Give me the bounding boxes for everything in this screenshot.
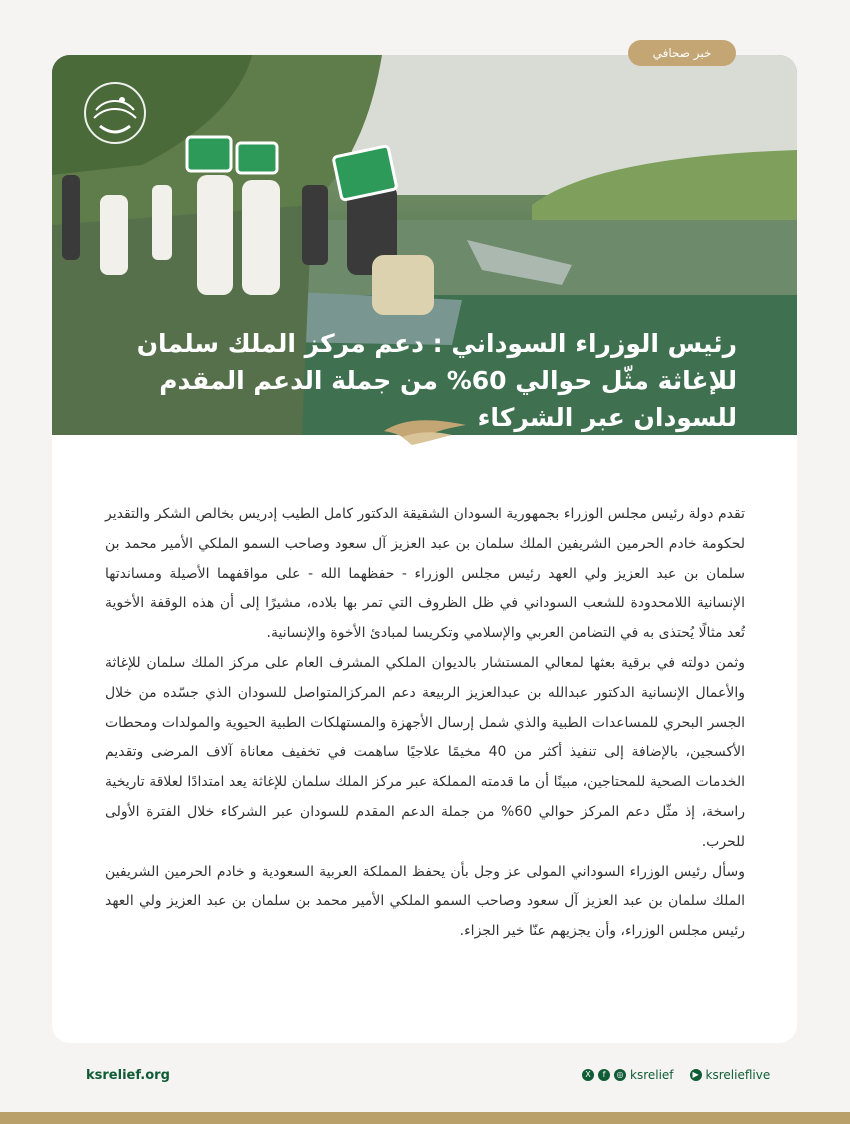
ornament-icon	[382, 415, 468, 447]
ksrelief-logo	[82, 80, 148, 146]
paragraph: وثمن دولته في برقية بعثها لمعالي المستشار بالديوان الملكي المشرف العام على مركز الملك سلمان للإغاثة والأعمال الإنسانية الدكتور عبدالله بن عبدالعزيز الربيعة دعم المركزالمتواصل للسودان الذي جسّده من خلال الجسر البحري للمساعدات الطبية والذي شمل إرسال الأجهزة والمستهلكات الطبية الحيوية والمولدات ومحطات الأكسجين، بالإضافة إلى تنفيذ أكثر من 40 مخيمًا علاجيًا ساهمت في تخفيف معاناة آلاف المرضى وتقديم الخدمات الصحية للمحتاجين، مبينًا أن ما قدمته المملكة عبر مركز الملك سلمان للإغاثة يعد امتدادًا لعلاقة تاريخية راسخة، إذ مثّل دعم المركز حوالي 60% من جملة الدعم المقدم للسودان عبر الشركاء خلال الفترة الأولى للحرب.	[105, 654, 746, 850]
x-icon[interactable]: X	[582, 1069, 594, 1081]
category-badge: خبر صحافي	[628, 40, 736, 66]
paragraph: وسأل رئيس الوزراء السوداني المولى عز وجل بأن يحفظ المملكة العربية السعودية و خادم الحرمين الشريفين الملك سلمان بن عبد العزيز آل سعود وصاحب السمو الملكي الأمير محمد بن سلمان بن عبد العزيز ولي العهد رئيس مجلس الوزراء، وأن يجزيهم عنّا خير الجزاء.	[105, 863, 745, 940]
live-handle[interactable]: ksrelieflive	[705, 1068, 771, 1082]
article-body	[105, 500, 745, 947]
social-handle[interactable]: ksrelief	[630, 1068, 674, 1082]
facebook-icon[interactable]: f	[598, 1069, 610, 1081]
article-card	[52, 55, 797, 1043]
bottom-bar	[0, 1112, 850, 1124]
instagram-icon[interactable]: ◎	[614, 1069, 626, 1081]
headline: رئيس الوزراء السوداني : دعم مركز الملك سلمان للإغاثة مثّل حوالي 60% من جملة الدعم المقدم للسودان عبر الشركاء	[136, 329, 737, 432]
youtube-icon[interactable]: ▶	[690, 1069, 702, 1081]
hero-banner	[52, 55, 797, 435]
paragraph: تقدم دولة رئيس مجلس الوزراء بجمهورية السودان الشقيقة الدكتور كامل الطيب إدريس بخالص الشكر والتقدير لحكومة خادم الحرمين الشريفين الملك سلمان بن عبد العزيز آل سعود وصاحب السمو الملكي الأمير محمد بن سلمان بن عبد العزيز ولي العهد رئيس مجلس الوزراء - حفظهما الله - على مواقفهما الأصيلة ومساندتها الإنسانية اللامحدودة للشعب السوداني في ظل الظروف التي تمر بها بلاده، مشيرًا إلى أن هذه الوقفة الأخوية تُعد مثالًا يُحتذى به في التضامن العربي والإسلامي وتكريسا لمبادئ الأخوة والإنسانية.	[105, 506, 745, 642]
footer	[0, 1060, 850, 1094]
website-link[interactable]: ksrelief.org	[86, 1068, 170, 1083]
social-links	[582, 1068, 770, 1082]
